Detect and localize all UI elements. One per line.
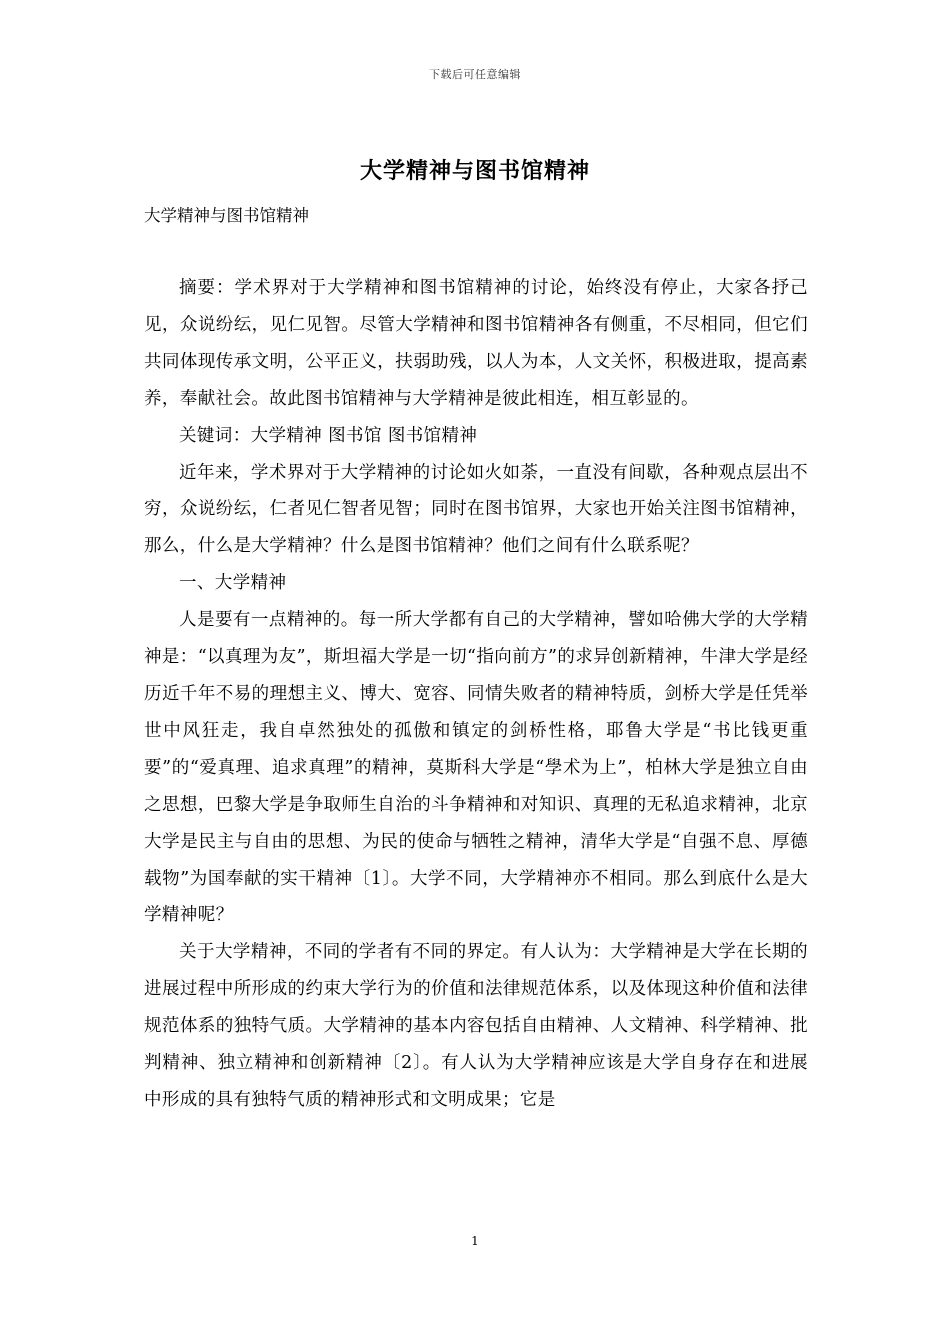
page-number: 1 bbox=[471, 1234, 479, 1248]
document-subtitle: 大学精神与图书馆精神 bbox=[144, 206, 309, 225]
keywords-paragraph: 关键词：大学精神 图书馆 图书馆精神 bbox=[179, 425, 478, 446]
section-heading: 一、大学精神 bbox=[179, 573, 287, 594]
document-body bbox=[144, 270, 808, 1119]
abstract-paragraph: 摘要：学术界对于大学精神和图书馆精神的讨论，始终没有停止，大家各抒己见，众说纷纭，见仁见智。尽管大学精神和图书馆精神各有侧重，不尽相同，但它们共同体现传承文明，公平正义，扶弱助残，以人为本，人文关怀，积极进取，提高素养，奉献社会。故此图书馆精神与大学精神是彼此相连，相互彰显的。 bbox=[144, 278, 808, 409]
body-paragraph: 人是要有一点精神的。每一所大学都有自己的大学精神，譬如哈佛大学的大学精神是：“以真理为友”，斯坦福大学是一切“指向前方”的求异创新精神，牛津大学是经历近千年不易的理想主义、博大、宽容、同情失败者的精神特质，剑桥大学是任凭举世中风狂走，我自卓然独处的孤傲和镇定的剑桥性格，耶鲁大学是“书比钱更重要”的“爱真理、追求真理”的精神，莫斯科大学是“學术为上”，柏林大学是独立自由之思想，巴黎大学是争取师生自治的斗争精神和对知识、真理的无私追求精神，北京大学是民主与自由的思想、为民的使命与牺牲之精神，清华大学是“自强不息、厚德载物”为国奉献的实干精神〔1〕。大学不同，大学精神亦不相同。那么到底什么是大学精神呢？ bbox=[144, 610, 808, 926]
intro-paragraph: 近年来，学术界对于大学精神的讨论如火如荼，一直没有间歇，各种观点层出不穷，众说纷纭，仁者见仁智者见智；同时在图书馆界，大家也开始关注图书馆精神，那么，什么是大学精神？什么是图书馆精神？他们之间有什么联系呢？ bbox=[144, 462, 808, 557]
header-note: 下载后可任意编辑 bbox=[429, 68, 521, 81]
body-paragraph: 关于大学精神，不同的学者有不同的界定。有人认为：大学精神是大学在长期的进展过程中所形成的约束大学行为的价值和法律规范体系，以及体现这种价值和法律规范体系的独特气质。大学精神的基本内容包括自由精神、人文精神、科学精神、批判精神、独立精神和创新精神〔2〕。有人认为大学精神应该是大学自身存在和进展中形成的具有独特气质的精神形式和文明成果；它是 bbox=[144, 942, 808, 1110]
document-title: 大学精神与图书馆精神 bbox=[359, 158, 590, 184]
